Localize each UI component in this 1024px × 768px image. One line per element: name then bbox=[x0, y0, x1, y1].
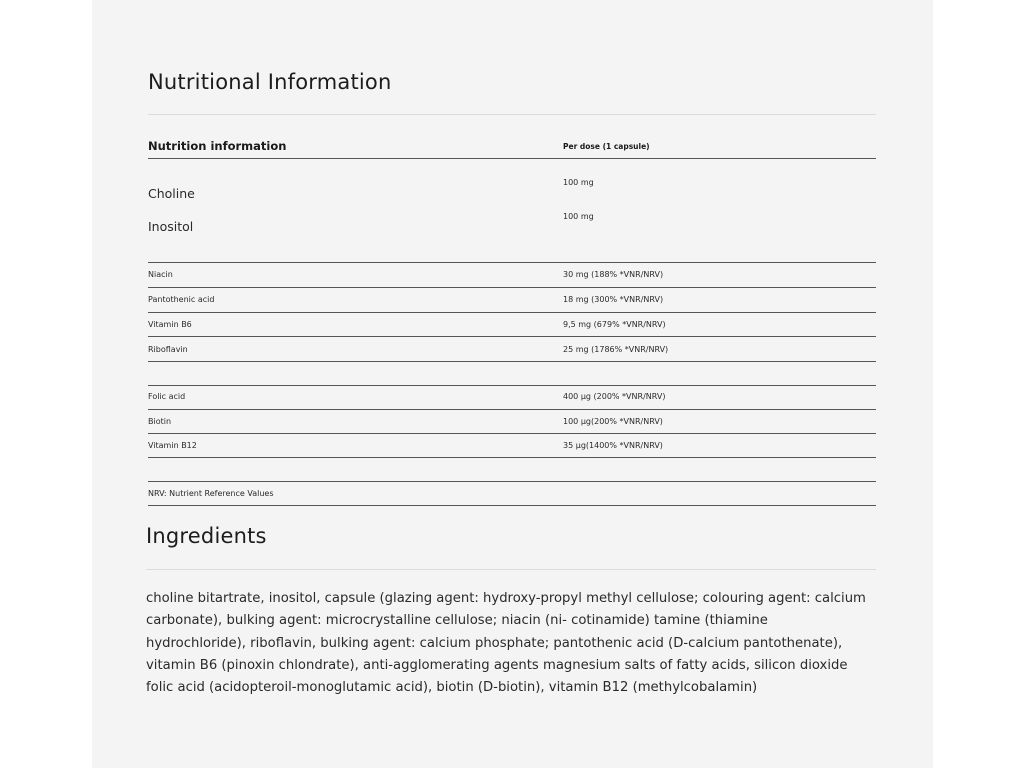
table-divider bbox=[148, 262, 876, 263]
row-niacin-name: Niacin bbox=[148, 270, 173, 279]
table-divider bbox=[148, 433, 876, 434]
table-divider bbox=[148, 336, 876, 337]
row-riboflavin-name: Riboflavin bbox=[148, 345, 188, 354]
table-divider bbox=[148, 481, 876, 482]
row-vitamin-b6-value: 9,5 mg (679% *VNR/NRV) bbox=[563, 320, 666, 329]
row-vitamin-b12-value: 35 µg(1400% *VNR/NRV) bbox=[563, 441, 663, 450]
table-divider bbox=[148, 505, 876, 506]
table-divider bbox=[148, 312, 876, 313]
row-biotin-value: 100 µg(200% *VNR/NRV) bbox=[563, 417, 663, 426]
table-divider bbox=[148, 385, 876, 386]
table-header-per-dose: Per dose (1 capsule) bbox=[563, 142, 650, 151]
row-vitamin-b6-name: Vitamin B6 bbox=[148, 320, 192, 329]
table-divider bbox=[148, 158, 876, 159]
row-biotin-name: Biotin bbox=[148, 417, 172, 426]
title-divider bbox=[148, 114, 876, 115]
nrv-footnote: NRV: Nutrient Reference Values bbox=[148, 489, 274, 498]
row-inositol-name: Inositol bbox=[148, 219, 194, 234]
row-folic-acid-value: 400 µg (200% *VNR/NRV) bbox=[563, 392, 666, 401]
table-header-nutrient: Nutrition information bbox=[148, 139, 287, 153]
title-divider bbox=[146, 569, 876, 570]
table-divider bbox=[148, 361, 876, 362]
table-divider bbox=[148, 457, 876, 458]
ingredients-title: Ingredients bbox=[146, 524, 267, 548]
table-divider bbox=[148, 409, 876, 410]
row-inositol-value: 100 mg bbox=[563, 212, 594, 221]
nutritional-information-title: Nutritional Information bbox=[148, 70, 392, 94]
row-choline-name: Choline bbox=[148, 186, 195, 201]
row-folic-acid-name: Folic acid bbox=[148, 392, 186, 401]
row-riboflavin-value: 25 mg (1786% *VNR/NRV) bbox=[563, 345, 669, 354]
row-pantothenic-name: Pantothenic acid bbox=[148, 295, 215, 304]
ingredients-text: choline bitartrate, inositol, capsule (glazing agent: hydroxy-propyl methyl cellulose; colouring agent: calcium carbonate), bulking agent: microcrystalline cellulose; niacin (ni- cotinamide) tamine (thiamine hydrochloride), riboflavin, bulking agent: calcium phosphate; pantothenic acid (D-calcium pantothenate), vitamin B6 (pinoxin chlondrate), anti-agglomerating agents magnesium salts of fatty acids, silicon dioxide folic acid (acidopteroil-monoglutamic acid), biotin (D-biotin), vitamin B12 (methylcobalamin) bbox=[146, 591, 866, 696]
row-pantothenic-value: 18 mg (300% *VNR/NRV) bbox=[563, 295, 664, 304]
row-niacin-value: 30 mg (188% *VNR/NRV) bbox=[563, 270, 664, 279]
row-choline-value: 100 mg bbox=[563, 178, 594, 187]
row-vitamin-b12-name: Vitamin B12 bbox=[148, 441, 197, 450]
table-divider bbox=[148, 287, 876, 288]
